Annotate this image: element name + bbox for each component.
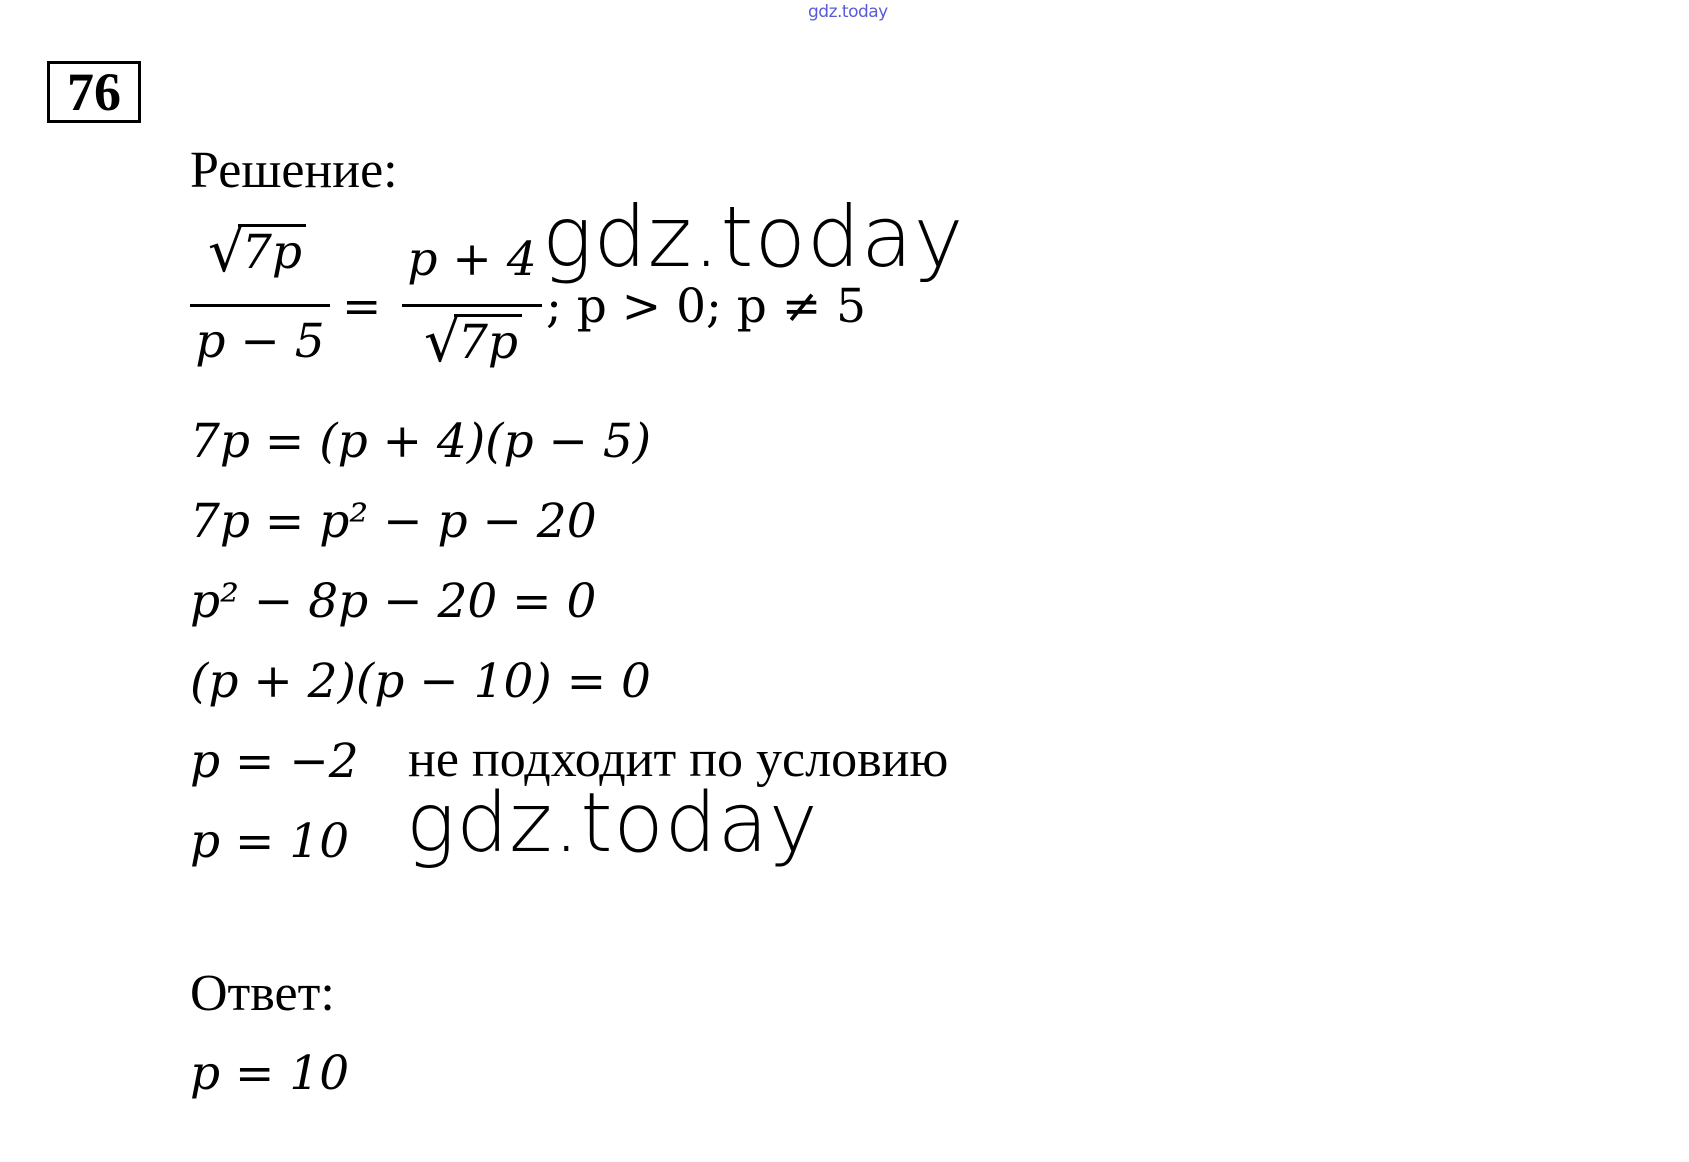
equation-conditions: ; p > 0; p ≠ 5: [546, 279, 867, 334]
answer-value: p = 10: [190, 1046, 350, 1101]
left-numerator-text: 7p: [242, 225, 302, 280]
left-numerator: √ 7p: [208, 224, 306, 276]
right-denominator: √ 7p: [424, 314, 522, 366]
left-denominator: p − 5: [195, 314, 325, 369]
left-fraction: [190, 217, 330, 372]
answer-line: [190, 1046, 350, 1101]
step-line: [190, 814, 350, 869]
left-fraction-bar: [190, 304, 330, 307]
step-5: p = −2: [190, 734, 359, 789]
solution-heading: Решение:: [190, 142, 398, 199]
equals-sign: =: [342, 279, 382, 334]
step-line: [190, 574, 597, 629]
right-denominator-text: 7p: [458, 315, 518, 370]
step-4: (p + 2)(p − 10) = 0: [190, 654, 651, 709]
watermark-large-top: gdz.today: [542, 188, 965, 286]
step-line: [190, 494, 597, 549]
right-numerator: p + 4: [407, 232, 537, 287]
watermark-large-bottom: gdz.today: [406, 776, 819, 871]
watermark-small: gdz.today: [808, 2, 888, 22]
step-3: p² − 8p − 20 = 0: [190, 574, 597, 629]
reject-note: не подходит по условию: [408, 731, 949, 788]
right-fraction-bar: [402, 304, 542, 307]
answer-heading: Ответ:: [190, 965, 335, 1022]
step-line: [190, 414, 652, 469]
right-fraction: [402, 222, 542, 392]
problem-number: 76: [47, 61, 141, 123]
step-line: [190, 734, 359, 789]
step-line: [190, 654, 651, 709]
step-1: 7p = (p + 4)(p − 5): [190, 414, 652, 469]
step-2: 7p = p² − p − 20: [190, 494, 597, 549]
step-6: p = 10: [190, 814, 350, 869]
